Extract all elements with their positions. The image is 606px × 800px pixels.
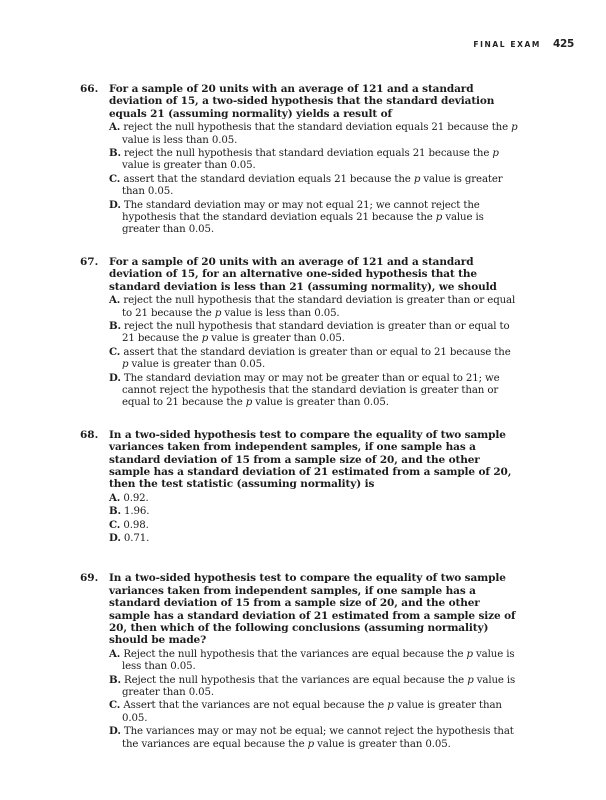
option-b — [109, 674, 520, 700]
option-letter: A. — [109, 294, 121, 307]
option-text: Reject the null hypothesis that the variances are equal because the p value is less than 0.05. — [122, 648, 515, 673]
question-68 — [80, 429, 520, 546]
option-text: reject the null hypothesis that the standard deviation is greater than or equal to 21 because the p value is less than 0.05. — [122, 295, 516, 319]
option-letter: C. — [109, 699, 121, 712]
question-number: 68. — [80, 428, 99, 441]
option-text: 0.92. — [123, 492, 149, 504]
option-b — [109, 505, 520, 518]
question-number: 69. — [80, 572, 99, 585]
option-letter: B. — [109, 319, 121, 332]
option-letter: D. — [109, 371, 121, 384]
option-letter: D. — [109, 532, 121, 544]
option-text: 1.96. — [124, 506, 150, 518]
option-a — [109, 492, 520, 505]
page-number: 425 — [552, 38, 574, 50]
option-a — [109, 294, 520, 320]
option-letter: A. — [109, 647, 121, 660]
option-letter: B. — [109, 505, 121, 518]
answer-options — [109, 648, 520, 751]
option-letter: B. — [109, 673, 121, 686]
question-stem: For a sample of 20 units with an average of 121 and a standard deviation of 15, for an alternative one-sided hypothesis that the standard deviation is less than 21 (assuming normality), we should — [109, 255, 497, 293]
running-header — [473, 38, 574, 58]
question-stem: In a two-sided hypothesis test to compare the equality of two sample variances taken from independent samples, if one sample has a standard deviation of 15 from a sample size of 20, and the other sample has a standard deviation of 21 estimated from a sample of 20, then the test statistic (assuming normality) is — [109, 428, 512, 491]
option-letter: A. — [109, 121, 121, 134]
option-letter: D. — [109, 198, 121, 211]
answer-options — [109, 492, 520, 546]
question-number: 66. — [80, 83, 99, 95]
question-number: 67. — [80, 255, 99, 268]
option-d — [109, 725, 520, 751]
option-text: reject the null hypothesis that the standard deviation equals 21 because the p value is less than 0.05. — [122, 122, 518, 146]
option-text: The standard deviation may or may not be greater than or equal to 21; we cannot reject the hypothesis that the standard deviation is greater than or equal to 21 because the p value is greater than 0.05. — [122, 372, 500, 409]
question-list — [80, 83, 520, 751]
option-d — [109, 532, 520, 545]
option-text: Reject the null hypothesis that the variances are equal because the p value is greater than 0.05. — [122, 674, 516, 699]
question-69 — [80, 572, 520, 751]
question-stem: For a sample of 20 units with an average of 121 and a standard deviation of 15, a two-sided hypothesis that the standard deviation equals 21 (assuming normality) yields a result of — [109, 83, 495, 120]
option-letter: D. — [109, 725, 121, 738]
option-text: 0.71. — [123, 533, 150, 544]
option-letter: B. — [109, 147, 121, 160]
question-67 — [80, 256, 520, 410]
option-a — [109, 121, 520, 147]
option-c — [109, 173, 520, 199]
option-text: reject the null hypothesis that standard deviation equals 21 because the p value is greater than 0.05. — [122, 148, 499, 172]
option-d — [109, 372, 520, 410]
option-text: 0.98. — [123, 519, 149, 531]
option-text: Assert that the variances are not equal because the p value is greater than 0.05. — [122, 700, 502, 724]
option-a — [109, 648, 520, 674]
option-c — [109, 519, 520, 532]
option-letter: C. — [109, 518, 121, 531]
option-text: reject the null hypothesis that standard deviation is greater than or equal to 21 because the p value is greater than 0.05. — [122, 320, 510, 345]
option-d — [109, 199, 520, 237]
option-letter: C. — [109, 345, 121, 358]
option-b — [109, 320, 520, 346]
option-c — [109, 699, 520, 725]
option-c — [109, 346, 520, 372]
question-stem: In a two-sided hypothesis test to compare the equality of two sample variances taken from independent samples, if one sample has a standard deviation of 15 from a sample size of 20, and the other sample has a standard deviation of 21 estimated from a sample size of 20, then which of the following conclusions (assuming normality) should be made? — [109, 572, 516, 647]
answer-options — [109, 121, 520, 237]
chapter-title: FINAL EXAM — [473, 40, 541, 49]
option-letter: A. — [109, 491, 121, 504]
answer-options — [109, 294, 520, 410]
question-66 — [80, 83, 520, 237]
option-b — [109, 147, 520, 173]
option-text: assert that the standard deviation equals 21 because the p value is greater than 0.05. — [122, 173, 503, 198]
option-text: The variances may or may not be equal; we cannot reject the hypothesis that the variances are equal because the p value is greater than 0.05. — [122, 726, 514, 750]
option-text: The standard deviation may or may not equal 21; we cannot reject the hypothesis that the standard deviation equals 21 because the p value is greater than 0.05. — [122, 199, 484, 236]
option-text: assert that the standard deviation is greater than or equal to 21 because the p value is greater than 0.05. — [122, 346, 511, 371]
option-letter: C. — [109, 172, 121, 185]
